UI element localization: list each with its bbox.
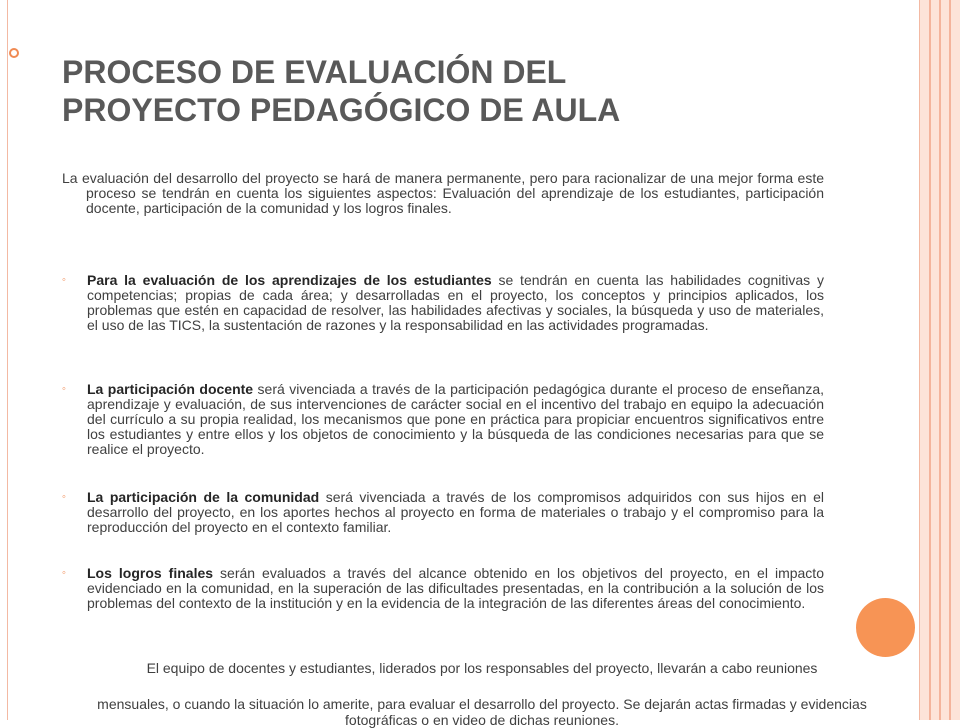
decorative-dot [9,48,19,58]
intro-paragraph: La evaluación del desarrollo del proyecto se hará de manera permanente, pero para racionalizar de una mejor forma este proceso se tendrán en cuenta los siguientes aspectos: Evaluación del aprendizaje de los estudiantes, participación docente, participación de la comunidad y los logros finales. [62,170,824,216]
bullet-marker-icon: ◦ [62,274,66,286]
closing-line-1: El equipo de docentes y estudiantes, liderados por los responsables del proyecto, llevarán a cabo reuniones [146,660,818,676]
bullet-aprendizajes [62,273,824,333]
bullet-text: será vivenciada a través de los compromisos adquiridos con sus hijos en el desarrollo del proyecto, en los aportes hechos al proyecto en forma de materiales o trabajo y el compromiso para la reproducción del proyecto en el contexto familiar. [87,489,824,535]
slide-title [62,53,822,129]
bullet-bold: Para la evaluación de los aprendizajes de los estudiantes [87,272,492,288]
bullet-bold: La participación de la comunidad [87,489,320,505]
bullet-bold: Los logros finales [87,565,214,581]
bullet-text: serán evaluados a través del alcance obtenido en los objetivos del proyecto, en el impacto evidenciado en la comunidad, en la superación de las dificultades presentadas, en la contribución a la solución de los problemas del contexto de la institución y en la evidencia de la integración de las diferentes áreas del conocimiento. [87,565,824,611]
decorative-stripes [920,0,960,720]
bullet-docente [62,382,824,457]
bullet-text: será vivenciada a través de la participación pedagógica durante el proceso de enseñanza, aprendizaje y evaluación, de sus intervenciones de carácter social en el incentivo del trabajo en equipo la adecuación del currículo a su propia realidad, los mecanismos que pone en práctica para propiciar encuentros significativos entre los estudiantes y entre ellos y los objetos de conocimiento y la búsqueda de las condiciones necesarias para que se realice el proyecto. [87,381,824,457]
bullet-marker-icon: ◦ [62,383,66,395]
bullet-comunidad [62,490,824,535]
bullet-logros [62,566,824,611]
title-line-1: PROCESO DE EVALUACIÓN DEL [62,54,567,90]
title-line-2: PROYECTO PEDAGÓGICO DE AULA [62,92,621,128]
bullet-bold: La participación docente [87,381,254,397]
bullet-marker-icon: ◦ [62,567,66,579]
decorative-circle [856,598,915,657]
closing-line-2: mensuales, o cuando la situación lo amerite, para evaluar el desarrollo del proyecto. Se dejarán actas firmadas y evidencias fotográficas o en video de dichas reuniones. [97,696,867,728]
bullet-marker-icon: ◦ [62,491,66,503]
bullet-text: se tendrán en cuenta las habilidades cognitivas y competencias; propias de cada área; y desarrolladas en el proyecto, los conceptos y principios aplicados, los problemas que estén en capacidad de resolver, las habilidades afectivas y sociales, la búsqueda y uso de materiales, el uso de las TICS, la sustentación de razones y la responsabilidad en las actividades programadas. [87,272,824,333]
